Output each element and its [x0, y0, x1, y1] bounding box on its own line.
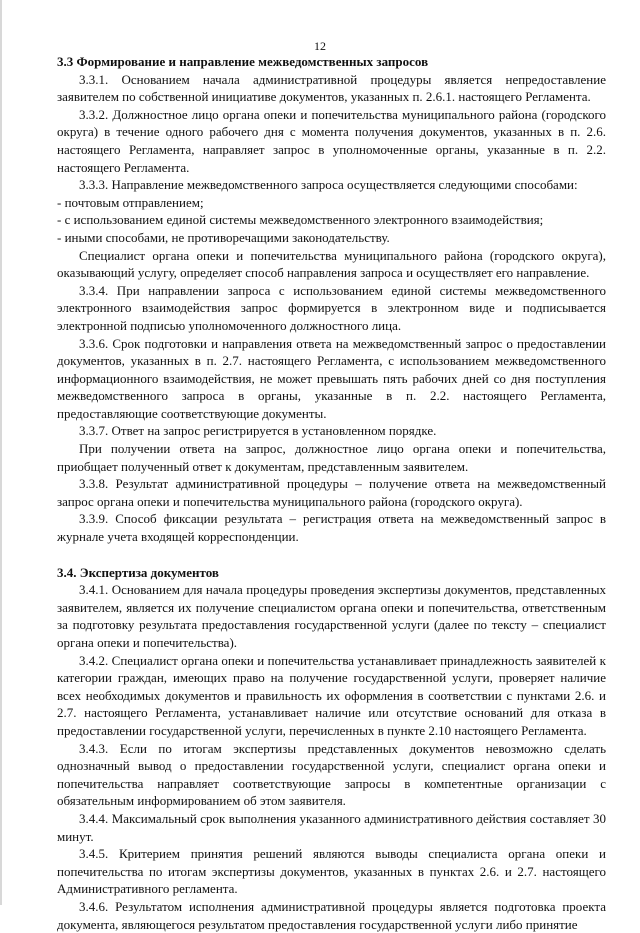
- paragraph-3-3-4: 3.3.4. При направлении запроса с использованием единой системы межведомственного электронного взаимодействия запрос формируется в электронном виде и подписывается электронной подписью уполномоченного должностного лица.: [57, 282, 606, 333]
- paragraph-3-4-4: 3.4.4. Максимальный срок выполнения указанного административного действия составляет 30 минут.: [57, 810, 606, 844]
- list-item-post: - почтовым отправлением;: [57, 194, 204, 210]
- paragraph-3-3-3: 3.3.3. Направление межведомственного запроса осуществляется следующими способами:: [79, 177, 578, 193]
- paragraph-3-3-6: 3.3.6. Срок подготовки и направления ответа на межведомственный запрос о предоставлении документов, указанных в п. 2.7. настоящего Регламента, с использованием межведомственного информационного взаимодействия, не может превышать пять рабочих дней со дня поступления межведомственного запроса в органы, указанные в п. 2.2. настоящего Регламента, предоставляющие соответствующие документы.: [57, 335, 606, 421]
- page-number: 12: [314, 39, 326, 53]
- paragraph-3-4-5: 3.4.5. Критерием принятия решений являются выводы специалиста органа опеки и попечительства по итогам экспертизы документов, указанных в пунктах 2.6. и 2.7. настоящего Административного регламента.: [57, 846, 606, 897]
- paragraph-3-4-1: 3.4.1. Основанием для начала процедуры проведения экспертизы документов, представленных заявителем, является их получение специалистом органа опеки и попечительства, ответственным за подготовку результата предоставления государственной услуги (далее по тексту – специалист органа опеки и попечительства).: [57, 582, 606, 650]
- scan-edge-shadow: [0, 0, 2, 905]
- paragraph-3-3-9: 3.3.9. Способ фиксации результата – регистрация ответа на межведомственный запрос в журнале учета входящей корреспонденции.: [57, 511, 606, 545]
- paragraph-3-4-3: 3.4.3. Если по итогам экспертизы представленных документов невозможно сделать однозначный вывод о предоставлении государственной услуги, специалист органа опеки и попечительства направляет соответствующие запросы в компетентные организации с обязательным информированием об этом заявителя.: [57, 740, 606, 809]
- paragraph-3-3-8: 3.3.8. Результат административной процедуры – получение ответа на межведомственный запрос органа опеки и попечительства муниципального района (городского округа).: [57, 476, 606, 509]
- paragraph-3-3-1: 3.3.1. Основанием начала административной процедуры является непредоставление заявителем по собственной инициативе документов, указанных п. 2.6.1. настоящего Регламента.: [57, 71, 606, 105]
- list-item-smev: - с использованием единой системы межведомственного электронного взаимодействия;: [57, 212, 544, 228]
- list-item-other: - иными способами, не противоречащими законодательству.: [57, 229, 390, 245]
- section-3-3-heading: 3.3 Формирование и направление межведомственных запросов: [57, 54, 429, 69]
- paragraph-3-3-7: 3.3.7. Ответ на запрос регистрируется в установленном порядке.: [79, 423, 437, 439]
- section-gap: [57, 546, 606, 564]
- paragraph-3-4-2: 3.4.2. Специалист органа опеки и попечительства устанавливает принадлежность заявителей к категории граждан, имеющих право на получение государственной услуги, проверяет наличие всех необходимых документов и правильность их оформления в соответствии с пунктами 2.6. и 2.7. настоящего Регламента, устанавливает наличие или отсутствие оснований для отказа в предоставлении государственной услуги, перечисленных в пункте 2.10 настоящего Регламента.: [57, 652, 606, 738]
- page-content: [57, 53, 606, 933]
- paragraph-3-4-6: 3.4.6. Результатом исполнения административной процедуры является подготовка проекта документа, являющегося результатом предоставления государственной услуги либо принятие: [57, 898, 606, 932]
- section-3-4-heading: 3.4. Экспертиза документов: [57, 564, 219, 580]
- paragraph-3-3-2: 3.3.2. Должностное лицо органа опеки и попечительства муниципального района (городского округа) в течение одного рабочего дня с момента получения документов, указанных в п. 2.6. настоящего Регламента, направляет запрос в уполномоченные органы, указанные в п. 2.2. настоящего Регламента.: [57, 106, 606, 175]
- paragraph-response: При получении ответа на запрос, должностное лицо органа опеки и попечительства, приобщает полученный ответ к документам, представленным заявителем.: [57, 441, 606, 474]
- paragraph-specialist: Специалист органа опеки и попечительства муниципального района (городского округа), оказывающий услугу, определяет способ направления запроса и осуществляет его направление.: [57, 247, 606, 281]
